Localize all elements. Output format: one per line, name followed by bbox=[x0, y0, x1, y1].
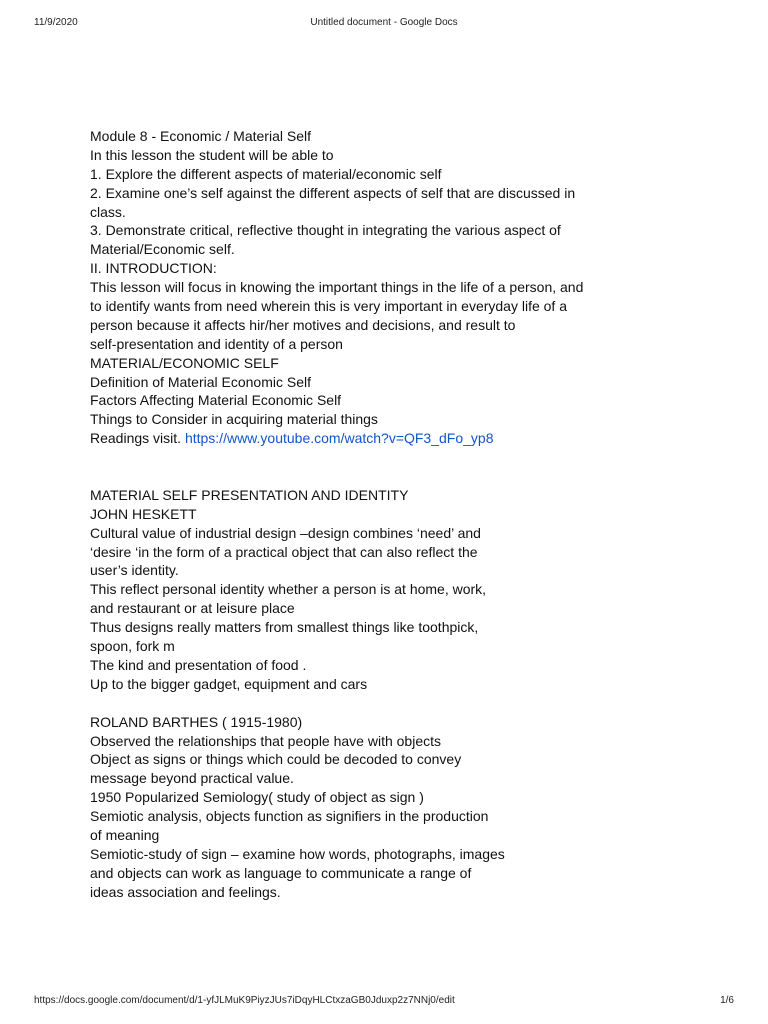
author-name: JOHN HESKETT bbox=[90, 505, 197, 522]
body-line: Thus designs really matters from smallest things like toothpick, bbox=[90, 619, 479, 636]
print-date: 11/9/2020 bbox=[34, 17, 78, 28]
body-line: Definition of Material Economic Self bbox=[90, 373, 311, 390]
section-roland-barthes bbox=[90, 713, 650, 902]
body-line: Observed the relationships that people have with objects bbox=[90, 732, 441, 749]
readings-youtube-link[interactable]: https://www.youtube.com/watch?v=QF3_dFo_yp8 bbox=[184, 430, 494, 447]
objective-item: 1. Explore the different aspects of material/economic self bbox=[90, 165, 442, 182]
body-line: This reflect personal identity whether a person is at home, work, bbox=[90, 581, 487, 598]
print-document-title: Untitled document - Google Docs bbox=[310, 17, 458, 28]
body-line: ideas association and feelings. bbox=[90, 883, 281, 900]
body-line: and objects can work as language to communicate a range of bbox=[90, 864, 472, 881]
body-line: ‘desire ‘in the form of a practical object that can also reflect the bbox=[90, 543, 478, 560]
body-line: message beyond practical value. bbox=[90, 770, 294, 787]
body-line: and restaurant or at leisure place bbox=[90, 600, 295, 617]
print-url: https://docs.google.com/document/d/1-yfJLMuK9PiyzJUs7iDqyHLCtxzaGB0Jduxp2z7NNj0/edit bbox=[34, 995, 455, 1006]
module-title: Module 8 - Economic / Material Self bbox=[90, 128, 311, 144]
body-line: self-presentation and identity of a person bbox=[90, 335, 343, 352]
objective-item: 2. Examine one’s self against the different aspects of self that are discussed in bbox=[90, 184, 576, 201]
body-line: Object as signs or things which could be decoded to convey bbox=[90, 751, 462, 768]
body-line: In this lesson the student will be able to bbox=[90, 146, 334, 163]
body-line: Cultural value of industrial design –design combines ‘need’ and bbox=[90, 524, 481, 541]
body-line: to identify wants from need wherein this is very important in everyday life of a bbox=[90, 298, 567, 315]
blank-line bbox=[90, 448, 650, 467]
author-name: ROLAND BARTHES ( 1915-1980) bbox=[90, 713, 303, 730]
blank-line bbox=[90, 694, 650, 713]
readings-line bbox=[90, 429, 650, 448]
body-line: Semiotic analysis, objects function as signifiers in the production bbox=[90, 808, 489, 825]
body-line: Factors Affecting Material Economic Self bbox=[90, 392, 342, 409]
objective-item-cont: class. bbox=[90, 203, 126, 220]
print-footer bbox=[0, 995, 768, 1009]
section-module-intro bbox=[90, 127, 650, 448]
body-line: spoon, fork m bbox=[90, 638, 175, 655]
readings-prefix: Readings visit. bbox=[90, 430, 185, 447]
body-line: This lesson will focus in knowing the important things in the life of a person, and bbox=[90, 279, 584, 296]
objective-item-cont: Material/Economic self. bbox=[90, 241, 235, 258]
page-number: 1/6 bbox=[720, 995, 734, 1006]
print-header bbox=[0, 17, 768, 31]
body-line: Up to the bigger gadget, equipment and cars bbox=[90, 675, 368, 692]
body-line: of meaning bbox=[90, 826, 160, 843]
body-line: Things to Consider in acquiring material things bbox=[90, 411, 378, 428]
body-line: user’s identity. bbox=[90, 562, 179, 579]
body-line: The kind and presentation of food . bbox=[90, 656, 307, 673]
section-heading: II. INTRODUCTION: bbox=[90, 260, 217, 277]
blank-line bbox=[90, 467, 650, 486]
body-line: Semiotic-study of sign – examine how words, photographs, images bbox=[90, 845, 505, 862]
document-body bbox=[90, 127, 650, 902]
section-material-self-presentation bbox=[90, 486, 650, 694]
body-line: 1950 Popularized Semiology( study of object as sign ) bbox=[90, 789, 424, 806]
section-heading: MATERIAL SELF PRESENTATION AND IDENTITY bbox=[90, 486, 409, 503]
body-line: person because it affects hir/her motives and decisions, and result to bbox=[90, 316, 516, 333]
objective-item: 3. Demonstrate critical, reflective thought in integrating the various aspect of bbox=[90, 222, 561, 239]
section-heading: MATERIAL/ECONOMIC SELF bbox=[90, 354, 279, 371]
